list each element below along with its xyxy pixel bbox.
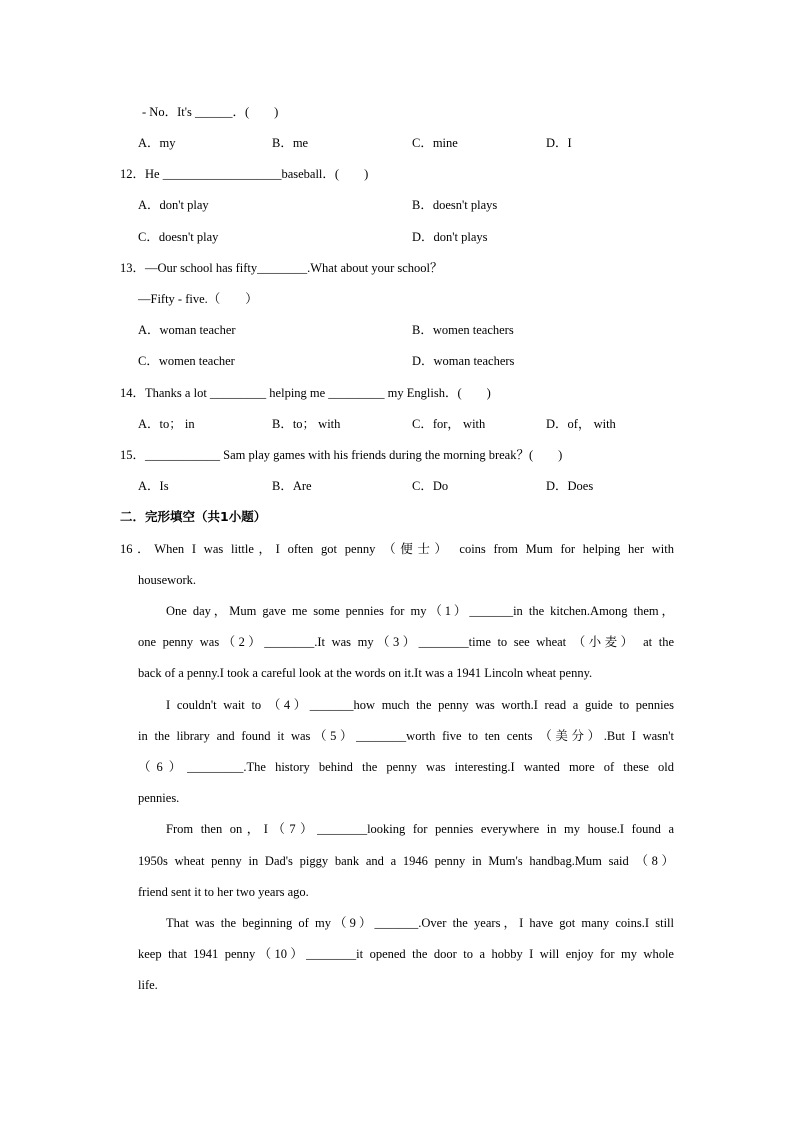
q13-option-b: B．women teachers [412, 323, 514, 337]
q15-option-c: C．Do [412, 479, 449, 493]
q15-option-b: B．Are [272, 479, 312, 493]
q12-option-b: B．doesn't plays [412, 198, 498, 212]
q11-option-b: B．me [272, 136, 309, 150]
q14-option-c: C．for， with [412, 417, 486, 431]
q12-stem: 12．He ___________________baseball．( ) [120, 167, 369, 181]
passage-line: （6）_________.The history behind the penny was interesting.I wanted more of these old [138, 760, 674, 774]
q13-option-c: C．women teacher [138, 354, 235, 368]
section-heading: 二．完形填空（共1小题） [120, 509, 267, 524]
q14-option-a: A．to； in [138, 417, 195, 431]
q15-option-d: D．Does [546, 479, 594, 493]
q15-option-a: A．Is [138, 479, 169, 493]
q14-option-d: D．of， with [546, 417, 616, 431]
q13-stem: 13．—Our school has fifty________.What about your school？ [120, 261, 443, 275]
q13-option-a: A．woman teacher [138, 323, 236, 337]
passage-line: keep that 1941 penny（10）________it opened the door to a hobby I will enjoy for my whole [138, 947, 674, 961]
q15-stem: 15．____________ Sam play games with his friends during the morning break？( ) [120, 448, 563, 462]
passage-line: life. [138, 978, 158, 992]
passage-line: I couldn't wait to （4）_______how much the penny was worth.I read a guide to pennies [166, 698, 674, 712]
passage-line: pennies. [138, 791, 180, 805]
q13-option-d: D．woman teachers [412, 354, 515, 368]
q11-option-c: C．mine [412, 136, 458, 150]
passage-line: in the library and found it was（5）________worth five to ten cents （美分）.But I wasn't [138, 729, 674, 743]
q11-stem: - No．It's ______．( ) [142, 105, 279, 119]
passage-line: From then on，I（7）________looking for pennies everywhere in my house.I found a [166, 822, 674, 836]
passage-line: 1950s wheat penny in Dad's piggy bank and a 1946 penny in Mum's handbag.Mum said （8） [138, 854, 674, 868]
q12-option-d: D．don't plays [412, 230, 488, 244]
passage-line: housework. [138, 573, 196, 587]
q14-option-b: B．to； with [272, 417, 341, 431]
passage-line: 16．When I was little，I often got penny （便士） coins from Mum for helping her with [120, 542, 674, 556]
q12-option-c: C．doesn't play [138, 230, 219, 244]
q11-option-a: A．my [138, 136, 176, 150]
passage-line: That was the beginning of my（9）_______.Over the years，I have got many coins.I still [166, 916, 674, 930]
q12-option-a: A．don't play [138, 198, 209, 212]
passage-line: one penny was（2）________.It was my（3）________time to see wheat （小麦） at the [138, 635, 674, 649]
q13-answer-line: —Fifty - five.（ ） [138, 292, 258, 306]
q11-option-d: D．I [546, 136, 572, 150]
q14-stem: 14．Thanks a lot _________ helping me _________ my English．( ) [120, 386, 491, 400]
passage-line: friend sent it to her two years ago. [138, 885, 309, 899]
passage-line: One day，Mum gave me some pennies for my（1）_______in the kitchen.Among them， [166, 604, 674, 618]
passage-line: back of a penny.I took a careful look at the words on it.It was a 1941 Lincoln wheat penny. [138, 666, 593, 680]
